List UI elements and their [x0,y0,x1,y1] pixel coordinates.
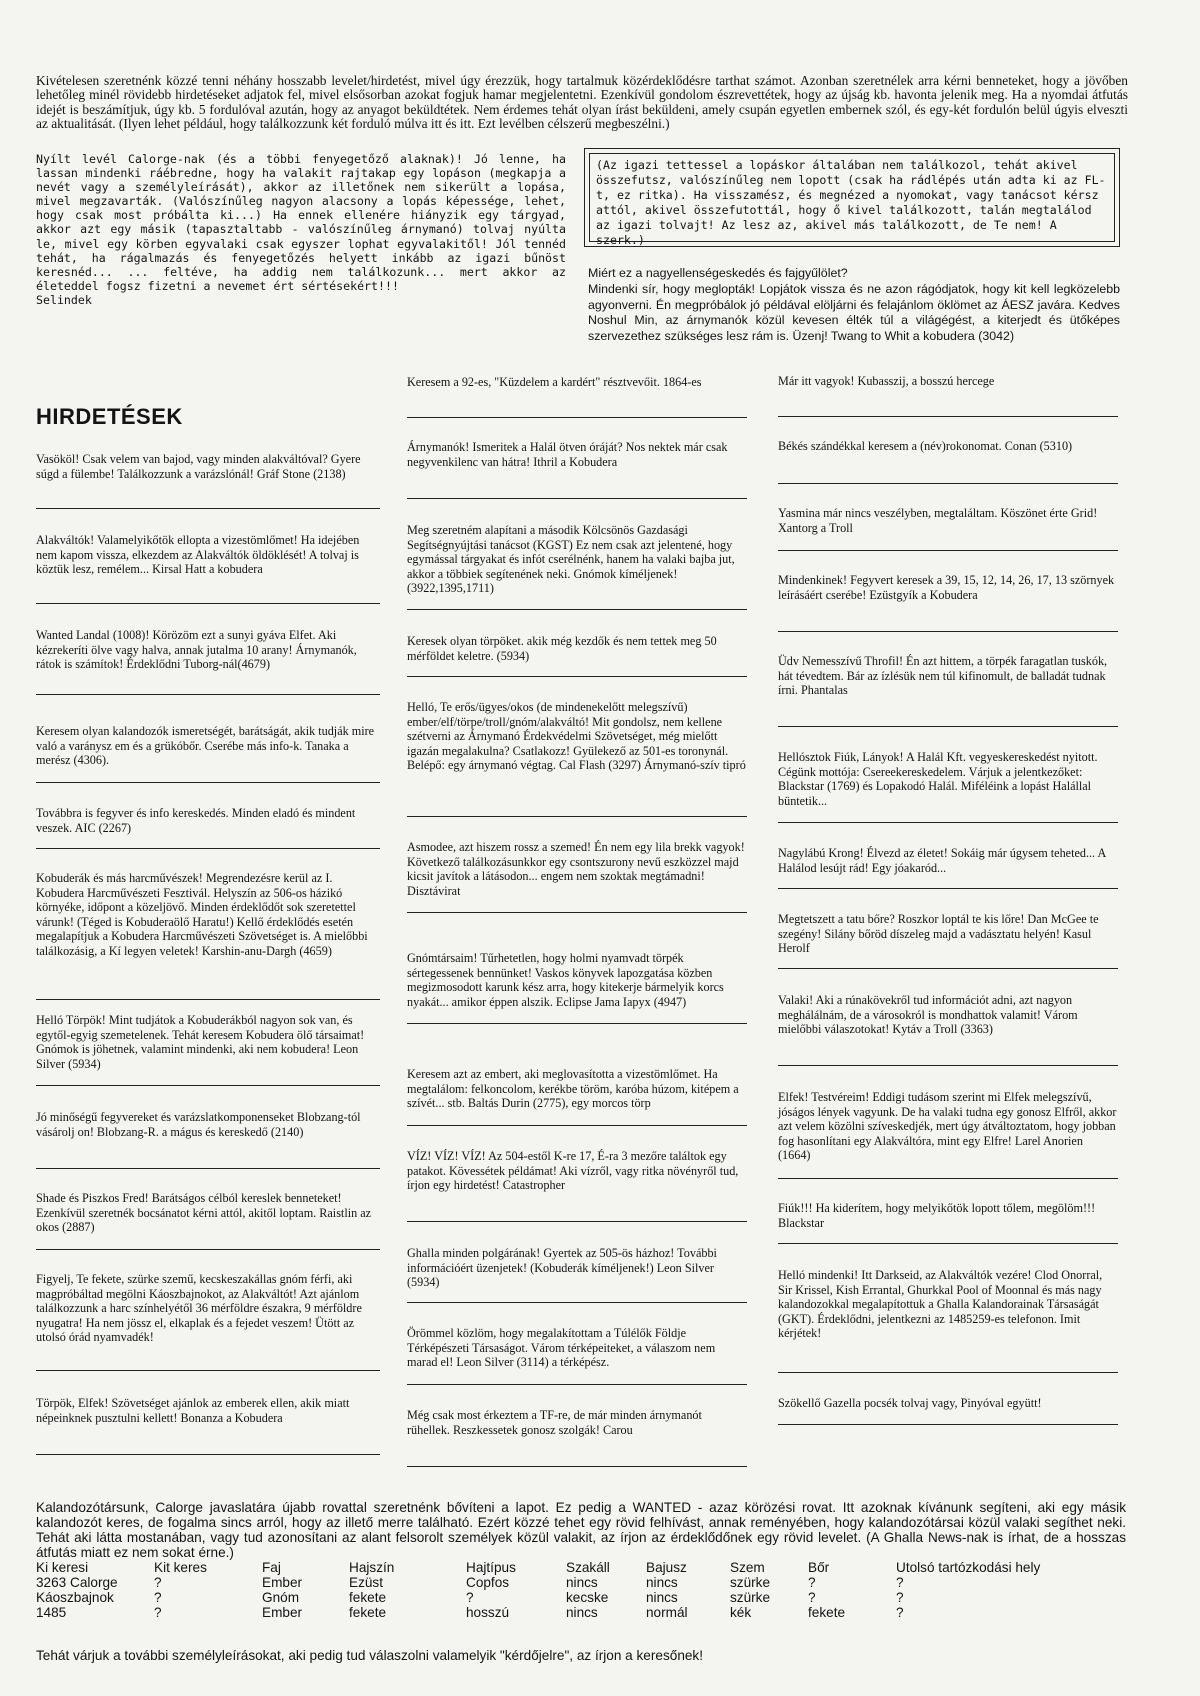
ad-divider [36,508,380,509]
ad-col2-2 [407,523,747,596]
ad-divider [778,1243,1118,1244]
ad-col2-3 [407,634,747,663]
ad-divider [36,603,380,604]
ad-text: Valaki! Aki a rúnakövekről tud információt adni, azt nagyon meghálálnám, de a városokról is mondhattok valamit! Várom mielőbbi válaszotokat! Kytáv a Troll (3363) [778,993,1078,1037]
ad-col3-0 [778,374,1118,389]
ad-text: Jó minőségű fegyvereket és varázslatkomponenseket Blobzang-tól vásárolj on! Blobzang-R. a mágus és kereskedő (2140) [36,1110,361,1139]
ad-text: Wanted Landal (1008)! Körözöm ezt a sunyi gyáva Elfet. Aki kézrekeríti ölve vagy halva, annak jutalma 10 arany! Árnymanók, rátok is számítok! Érdeklődni Tuborg-nál(4679) [36,628,357,672]
ad-divider [778,1424,1118,1425]
table-cell: 3263 Calorge [36,1575,118,1590]
header-cell: Kit keres [154,1560,207,1575]
table-cell: ? [154,1575,162,1590]
table-cell: Káoszbajnok [36,1590,114,1605]
table-cell: Ezüst [349,1575,383,1590]
ad-divider [36,999,380,1000]
ad-divider [407,1384,747,1385]
header-cell: Bőr [808,1560,830,1575]
ad-col3-11 [778,1268,1118,1341]
table-cell: ? [154,1590,162,1605]
ad-text: Békés szándékkal keresem a (név)rokonomat. Conan (5310) [778,439,1073,453]
open-letter-signature: Selindek [36,292,92,307]
reply-text: Mindenki sír, hogy meglopták! Lopjátok vissza és ne azon rágódjatok, hogy kit kell legközelebb agyonverni. Én megpróbálok jó példával elöljárni és felajánlom öklömet az ÁESZ javára. Kedves Noshul Min, az árnymanók közül kevesen élték túl a világégést, a kiterjedt és ütőképes szervezethez szükséges lesz rám is. Üzenj! Twang to Whit a kobudera (3042) [588,281,1120,344]
ad-col2-9 [407,1246,747,1290]
open-letter-text: Nyílt levél Calorge-nak (és a többi fenyegetőző alaknak)! Jó lenne, ha lassan mindenki ráébredne, hogy ha valakit rajtakap egy lopáson (megkapja a nevét vagy a személyleírását), akkor az illetőnek nem sikerült a lopása, mivel megzavarták. (Valószínűleg nagyon alacsony a lopás képessége, lehet, hogy csak most próbálta ki...) Ha ennek ellenére hiányzik egy tárgyad, akkor azt egy másik (tapasztaltabb - valószínűleg árnymanó) tolvaj nyúlta le, mivel egy körben egyvalaki csak egyszer lophat egyvalakitől! Jól tennéd tehát, ha rágalmazás és fenyegetőzés helyett inkább az igazi bűnöst keresnéd... ... feltéve, ha addig nem találkozunk... mert akkor az életeddel fogsz fizetni a nevemet ért sértésekért!!! [36,152,566,293]
ad-text: Gnómtársaim! Tűrhetetlen, hogy holmi nyamvadt törpék sértegessenek bennünket! Vaskos könyvek lapozgatása közben megizmosodott karunk kész arra, hogy kitekerje bármelyik korcs nyakát... amikor éppen alszik. Eclipse Jama Iapyx (4947) [407,951,724,1009]
ad-col1-9 [36,1272,380,1345]
ad-col2-4 [407,700,747,773]
wanted-intro-text: Kalandozótársunk, Calorge javaslatára újabb rovattal szeretnénk bővíteni a lapot. Ez pedig a WANTED - azaz körözési rovat. Itt azoknak kívánunk segíteni, aki egy másik kalandozót keres, de fogalma sincs arról, hogy az illető merre található. Ezért közzé tehet egy rövid felhívást, annak reményében, hogy kalandozótársai közül valaki segíthet neki. Tehát aki látta mostanában, vagy tud azonosítani az alant felsorolt személyek közül valakit, az írjon az érdeklődőnek egy rövid levelet. (A Ghalla News-nak is írhat, de a hosszas átfutás miatt ez nem sokat érne.) [36,1500,1126,1560]
ad-divider [407,1125,747,1126]
ad-col1-4 [36,806,380,835]
ad-col3-7 [778,912,1118,956]
table-cell: ? [466,1590,474,1605]
editor-note-text: (Az igazi tettessel a lopáskor általában nem találkozol, tehát akivel összefutsz, valószínűleg nem lopott (csak ha rádlépés után adta ki az FL-t, ez ritka). Ha visszamész, és megnézed a nyomokat, vagy tanácsot kérsz attól, akivel összefutottál, hogy ő kivel találkozott, talán megtalálod az igazi tolvajt! Az lesz az, akivel más találkozott, de Te nem! A szerk.) [596,158,1106,247]
table-cell: Gnóm [262,1590,300,1605]
ad-divider [407,816,747,817]
table-cell: fekete [349,1590,387,1605]
wanted-intro [36,1500,1126,1560]
ad-col3-9 [778,1090,1118,1163]
ad-text: Keresem azt az embert, aki meglovasította a vizestömlőmet. Ha megtalálom: felkoncolom, kerékbe töröm, karóba húzom, kitépem a szívét... stb. Baltás Durin (2775), egy morcos törp [407,1067,739,1111]
ad-divider [778,888,1118,889]
header-cell: Bajusz [646,1560,687,1575]
ad-col1-7 [36,1110,380,1139]
ad-col2-0 [407,375,747,390]
ad-col1-1 [36,533,380,577]
ad-text: Szökellő Gazella pocsék tolvaj vagy, Pinyóval együtt! [778,1396,1042,1410]
ad-col3-4 [778,654,1118,698]
table-cell: nincs [646,1590,678,1605]
ad-text: Árnymanók! Ismeritek a Halál ötven óráját? Nos nektek már csak negyvenkilenc van hátra! Ithril a Kobudera [407,440,728,469]
closing-text: Tehát várjuk a további személyleírásokat, aki pedig tud válaszolni valamelyik "kérdőjelre", az írjon a keresőnek! [36,1648,704,1663]
ad-divider [778,416,1118,417]
ad-text: Alakváltók! Valamelyikőtök ellopta a vizestömlőmet! Ha idejében nem kapom vissza, elkezdem az Alakváltók öldöklését! A tolvaj is köztük lesz, remélem... Kirsal Hatt a kobudera [36,533,360,577]
table-cell: ? [808,1590,816,1605]
table-cell: fekete [808,1605,846,1620]
ad-col3-5 [778,750,1118,808]
ad-col1-5 [36,871,380,959]
ad-divider [778,483,1118,484]
ad-col1-2 [36,628,380,672]
ad-divider [36,1168,380,1169]
intro-text: Kivételesen szeretnénk közzé tenni néhány hosszabb levelet/hirdetést, mivel úgy érezzük, hogy tartalmuk közérdeklődésre tarthat számot. Azonban szeretnélek arra kérni benneteket, hogy a jövőben lehetőleg minél rövidebb hirdetéseket adjatok fel, mivel elsősorban azokat fogjuk hamar megjelentetni. Ezenkívül gondolom észrevettétek, hogy az újság kb. havonta jelenik meg. Ha a nyomdai átfutás idejét is beszámítjuk, úgy kb. 5 fordulóval azután, hogy az anyagot beküldtétek. Nem érdemes tehát olyan írást beküldeni, amely csupán egyetlen embernek szól, és egy-két fordulón belül úgyis elveszti az aktualitását. (Ilyen lehet például, hogy találkozzunk két forduló múlva itt és itt. Ezt levélben célszerű megbeszélni.) [36,73,1128,132]
ad-text: Ghalla minden polgárának! Gyertek az 505-ös házhoz! További információért üzenjetek! (Kobuderák kíméljenek!) Leon Silver (5934) [407,1246,717,1290]
ad-divider [778,1372,1118,1373]
ad-text: Helló mindenki! Itt Darkseid, az Alakváltók vezére! Clod Onorral, Sir Krissel, Kish Errantal, Ghurkkal Pool of Moonnal és más nagy kalandozokkal megalapítottuk a Ghalla Kalandorainak Társaságát (GKT). Érdeklődni, jelentkezni az 1485259-es telefonon. Imit kérjétek! [778,1268,1103,1341]
ad-col2-10 [407,1326,747,1370]
table-cell: kecske [566,1590,609,1605]
header-cell: Hajtípus [466,1560,516,1575]
ad-text: Fiúk!!! Ha kiderítem, hogy melyikőtök lopott tőlem, megölöm!!! Blackstar [778,1201,1096,1230]
table-cell: normál [646,1605,688,1620]
header-cell: Hajszín [349,1560,395,1575]
ad-divider [407,912,747,913]
ad-col2-5 [407,840,747,898]
editor-note-box [584,148,1120,247]
ad-divider [36,1085,380,1086]
ad-text: Helló, Te erős/ügyes/okos (de mindenekelőtt melegszívű) ember/elf/törpe/troll/gnóm/alakváltó! Mit gondolsz, nem kellene szétverni az Árnymanó Érdekvédelmi Szövetséget, még mielőtt igazán megalakulna? Csatlakozz! Gyülekező az 501-es toronynál. Belépő: egy árnymanó végtag. Cal Flash (3297) Árnymanó-szív tipró [407,700,746,773]
ad-col3-6 [778,846,1118,875]
header-cell: Faj [262,1560,281,1575]
table-cell: ? [896,1605,904,1620]
ad-text: Meg szeretném alapítani a második Kölcsönös Gazdasági Segítségnyújtási tanácsot (KGST) Ez nem csak azt jelentené, hogy egymással tárgyakat és infót cserélnénk, hanem ha valaki bajba jut, akkor a többiek segítenének neki. Gnómok kíméljenek! (3922,1395,1711) [407,523,735,596]
table-cell: 1485 [36,1605,67,1620]
ad-col2-1 [407,440,747,469]
table-cell: ? [154,1605,162,1620]
ad-text: Már itt vagyok! Kubasszij, a bosszú hercege [778,374,995,388]
table-cell: szürke [730,1575,771,1590]
table-cell: ? [896,1575,904,1590]
ad-col3-2 [778,506,1118,535]
table-cell: Ember [262,1605,303,1620]
ad-text: Üdv Nemesszívű Throfil! Én azt hittem, a törpék faragatlan tuskók, hát tévedtem. Bár az ízlésük nem túl kifinomult, de balladát tudnak írni. Phantalas [778,654,1108,698]
ad-text: Vasököl! Csak velem van bajod, vagy minden alakváltóval? Gyere súgd a fülembe! Találkozzunk a varázslónál! Gráf Stone (2138) [36,452,361,481]
ad-divider [407,498,747,499]
ad-text: Kobuderák és más harcművészek! Megrendezésre kerül az I. Kobudera Harcművészeti Fesztivál. Helyszín az 506-os házikó környéke, időpont a közeljövő. Minden érdeklődőt sok szeretettel várunk! (Téged is Kobuderaölő Haratu!) Kellő érdeklődés esetén megalapítjuk a Kobudera Harcművészeti Szövetséget is. A mielőbbi találkozásig, a Kí legyen veletek! Karshin-anu-Dargh (4659) [36,871,368,958]
ad-divider [407,1466,747,1467]
ad-divider [778,550,1118,551]
ad-divider [36,1249,380,1250]
ad-divider [36,782,380,783]
table-cell: Ember [262,1575,303,1590]
ad-divider [778,631,1118,632]
header-cell: Szakáll [566,1560,610,1575]
ad-divider [36,694,380,695]
ad-col3-10 [778,1201,1118,1230]
header-cell: Utolsó tartózkodási hely [896,1560,1041,1575]
ad-text: Keresem olyan kalandozók ismeretségét, barátságát, akik tudják mire való a varánysz em és a grükóbőr. Cserébe más info-k. Tanaka a merész (4306). [36,724,375,768]
ad-text: Még csak most érkeztem a TF-re, de már minden árnymanót rühellek. Reszkessetek gonosz szolgák! Carou [407,1408,702,1437]
ad-col3-8 [778,993,1118,1037]
ad-text: VÍZ! VÍZ! VÍZ! Az 504-estől K-re 17, É-ra 3 mezőre találtok egy patakot. Kövessétek példámat! Aki vízről, vagy ritka növényről tud, írjon egy hirdetést! Catastropher [407,1149,739,1193]
ad-text: Hellósztok Fiúk, Lányok! A Halál Kft. vegyeskereskedést nyitott. Cégünk mottója: Csereekereskedelem. Várjuk a jelentkezőket: Blackstar (1769) és Lopakodó Halál. Miféléink a lopást Halállal büntetik... [778,750,1098,808]
ad-text: Keresem a 92-es, "Küzdelem a kardért" résztvevőit. 1864-es [407,375,702,389]
ad-col1-10 [36,1396,380,1425]
ad-divider [778,822,1118,823]
ad-text: Helló Törpök! Mint tudjátok a Kobuderákból nagyon sok van, és egytől-egyig szemetelenek. Tehát keresem Kobudera ölő társaimat! Gnómok is jöhetnek, valamint mindenki, aki nem kobudera! Leon Silver (5934) [36,1013,365,1071]
ad-col2-8 [407,1149,747,1193]
ad-text: Elfek! Testvéreim! Eddigi tudásom szerint mi Elfek melegszívű, jóságos lények vagyunk. De ha valaki tudna egy gonosz Elfről, akkor azt velem közölni szíveskedjék, mert úgy átváltoztatom, hogy jobban fog hasonlítani egy Alakváltóra, mint egy Elfre! Larel Anorien (1664) [778,1090,1117,1163]
editor-note-inner [589,153,1115,247]
ad-col1-0 [36,452,380,481]
ad-col3-12 [778,1396,1118,1411]
ad-text: Yasmina már nincs veszélyben, megtaláltam. Köszönet érte Grid! Xantorg a Troll [778,506,1098,535]
ad-divider [778,1065,1118,1066]
ad-text: Shade és Piszkos Fred! Barátságos célból kereslek benneteket! Ezenkívül szeretnék bocsánatot kérni attól, akitől loptam. Raistlin az okos (2887) [36,1191,372,1235]
ad-text: Nagylábú Krong! Élvezd az életet! Sokáig már úgysem teheted... A Halálod lesújt rád! Egy jóakaród... [778,846,1106,875]
table-cell: fekete [349,1605,387,1620]
ad-col1-6 [36,1013,380,1071]
ad-text: Keresek olyan törpöket. akik még kezdők és nem tettek meg 50 mérföldet keletre. (5934) [407,634,717,663]
ad-text: Figyelj, Te fekete, szürke szemű, kecskeszakállas gnóm férfi, aki magpróbáltad megölni Káoszbajnokot, az Alakváltót! Azt ajánlom találkozzunk a harc színhelyétől 36 mérföldre északra, 9 mérföldre nyugatra! Ha nem jössz el, elkaplak és a fejedet veszem! Ütött az utolsó órád nyamvadék! [36,1272,362,1345]
ad-col2-11 [407,1408,747,1437]
table-cell: kék [730,1605,752,1620]
reply-line1: Miért ez a nagyellenségeskedés és fajgyűlölet? [588,266,848,280]
ad-divider [36,848,380,849]
open-letter [36,152,566,307]
ad-col1-8 [36,1191,380,1235]
table-cell: ? [896,1590,904,1605]
ad-divider [407,1221,747,1222]
ad-text: Megtetszett a tatu bőre? Roszkor loptál te kis lőre! Dan McGee te szegény! Silány bőröd díszeleg majd a vadásztatu helyén! Kasul Herolf [778,912,1099,956]
table-cell: Copfos [466,1575,510,1590]
ad-divider [407,1023,747,1024]
table-cell: ? [808,1575,816,1590]
ad-text: Asmodee, azt hiszem rossz a szemed! Én nem egy lila brekk vagyok! Következő találkozásunkkor egy csontszurony nevű eszközzel majd kicsit javítok a látásodon... engem nem szoktak megtámadni! Disztávirat [407,840,745,898]
ad-col2-6 [407,951,747,1009]
ad-text: Mindenkinek! Fegyvert keresek a 39, 15, 12, 14, 26, 17, 13 szörnyek leírásáért cserébe! Ezüstgyík a Kobudera [778,573,1115,602]
ad-text: Törpök, Elfek! Szövetséget ajánlok az emberek ellen, akik miatt népeinknek pusztulni kellett! Bonanza a Kobudera [36,1396,350,1425]
table-cell: szürke [730,1590,771,1605]
ad-divider [36,1454,380,1455]
ad-divider [407,417,747,418]
ad-col2-7 [407,1067,747,1111]
ad-divider [36,1370,380,1371]
section-heading: HIRDETÉSEK [36,404,183,429]
header-cell: Ki keresi [36,1560,89,1575]
ad-divider [778,968,1118,969]
ad-divider [407,1302,747,1303]
table-cell: hosszú [466,1605,510,1620]
ad-divider [407,609,747,610]
ad-divider [778,1178,1118,1179]
intro-paragraph [36,74,1128,132]
header-cell: Szem [730,1560,765,1575]
ad-text: Örömmel közlöm, hogy megalakítottam a Túlélők Földje Térképészeti Társaságot. Várom térképeiteket, a válaszom nem marad el! Leon Silver (3114) a térképész. [407,1326,716,1370]
table-cell: nincs [646,1575,678,1590]
reply-letter [588,266,1120,345]
ad-text: Továbbra is fegyver és info kereskedés. Minden eladó és mindent veszek. AIC (2267) [36,806,356,835]
ad-col1-3 [36,724,380,768]
ad-divider [778,726,1118,727]
ad-col3-3 [778,573,1118,602]
table-cell: nincs [566,1575,598,1590]
ad-divider [407,676,747,677]
table-cell: nincs [566,1605,598,1620]
ad-col3-1 [778,439,1118,454]
